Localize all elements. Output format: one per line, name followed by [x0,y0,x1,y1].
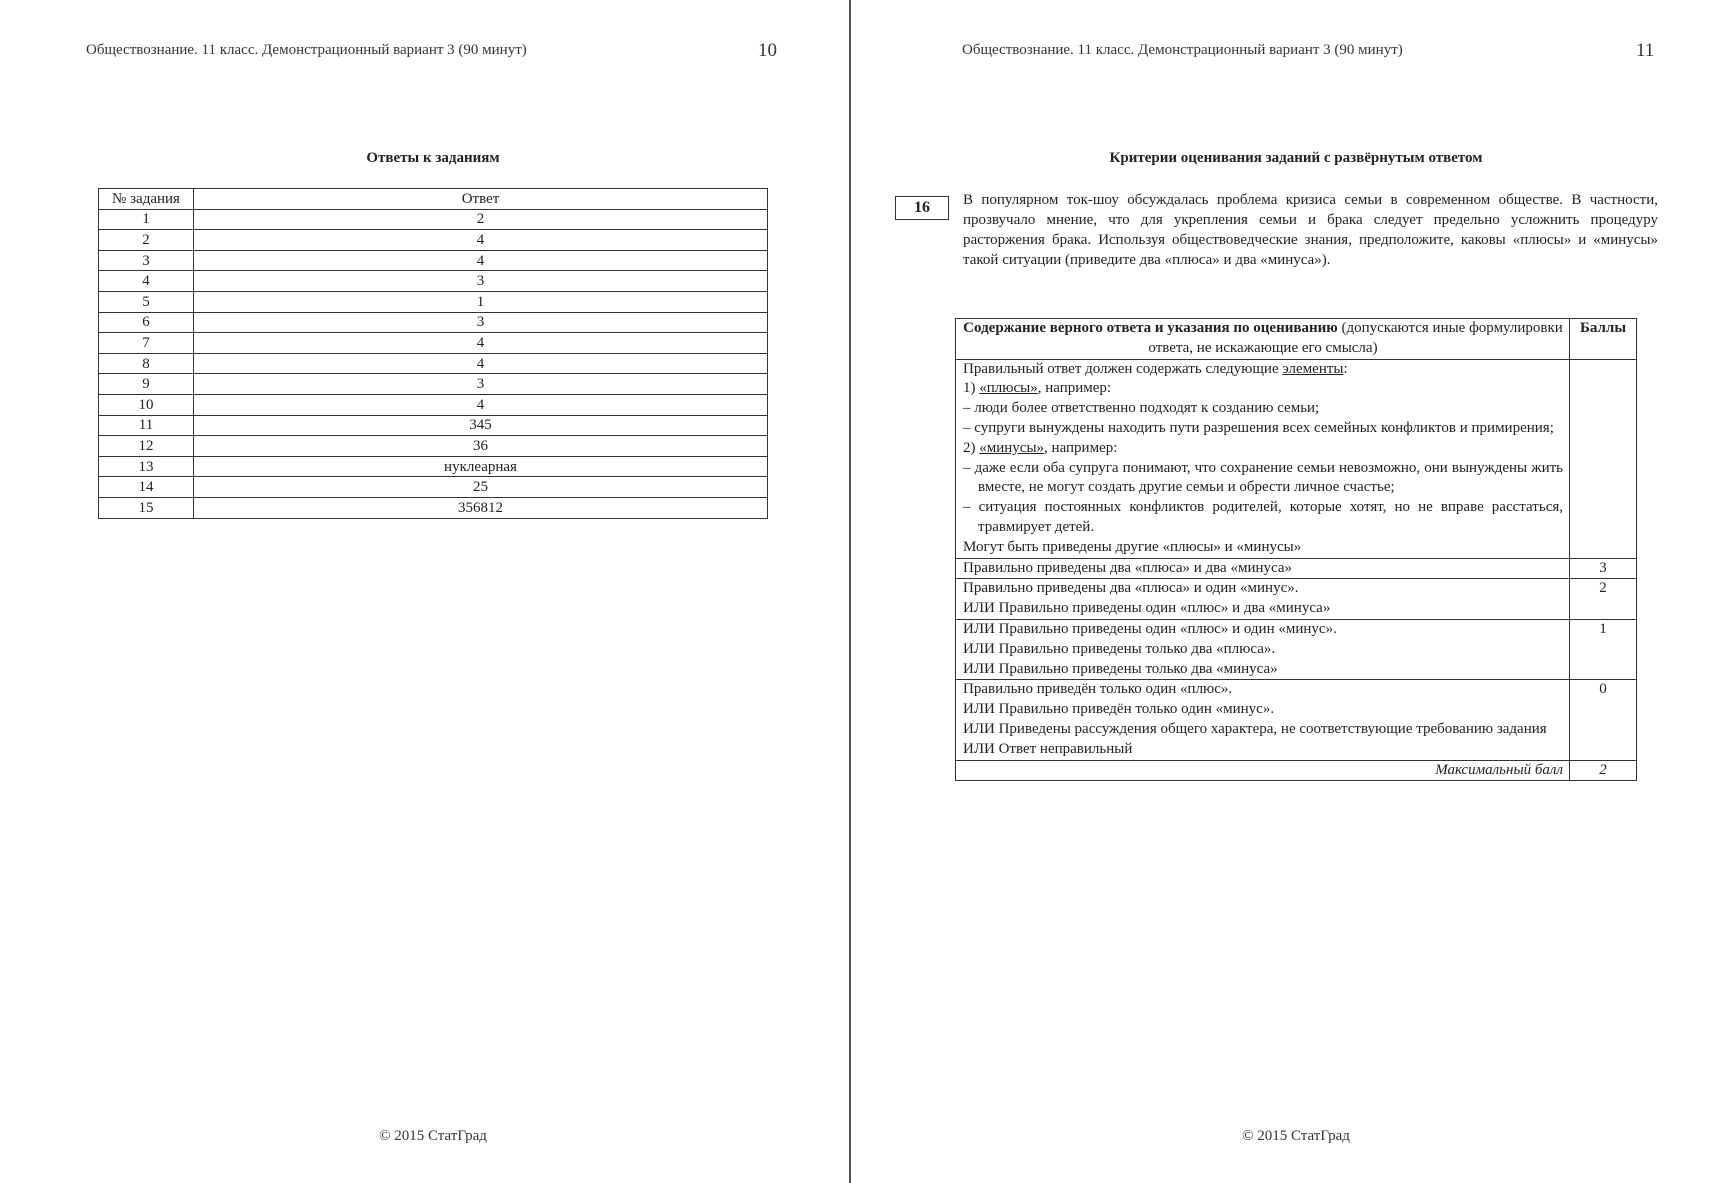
max-score-row [956,760,1637,781]
answers-title: Ответы к заданиям [366,150,500,166]
criteria-header-score: Баллы [1570,319,1637,360]
task-number-cell: 9 [99,374,194,395]
score-value: 0 [1570,680,1637,760]
score-description-line: ИЛИ Приведены рассуждения общего характера, не соответствующие требованию задания [963,720,1547,737]
score-description-line: ИЛИ Правильно приведены только два «минуса» [963,660,1278,677]
task-number-cell: 8 [99,353,194,374]
criteria-header-row [956,319,1637,360]
minuses-label: «минусы» [979,439,1045,456]
table-row [99,415,768,436]
score-description [956,579,1570,620]
table-row [99,271,768,292]
answer-closing: Могут быть приведены другие «плюсы» и «минусы» [963,538,1302,555]
minuses-post: , например: [1044,439,1118,456]
max-score-label: Максимальный балл [956,760,1570,781]
minus-item-1: – даже если оба супруга понимают, что сохранение семьи невозможно, они вынуждены жить вместе, не могут создать другие семьи и обрести личное счастье; [963,459,1563,496]
score-description-line: Правильно приведены два «плюса» и два «минуса» [963,559,1292,576]
pluses-post: , например: [1037,380,1112,397]
table-row [99,312,768,333]
score-description-line: ИЛИ Правильно приведён только один «минус». [963,701,1275,718]
answer-cell: 36 [194,436,768,457]
plus-item-1: – люди более ответственно подходят к созданию семьи; [963,400,1320,417]
score-description-line: ИЛИ Правильно приведены один «плюс» и два «минуса» [963,600,1331,617]
score-row [956,558,1637,579]
answer-elements-row [956,359,1637,558]
task-number-cell: 4 [99,271,194,292]
column-header-task-number: № задания [99,189,194,210]
table-row [99,230,768,251]
page-number: 11 [1636,40,1655,61]
page-divider [849,0,851,1183]
minus-item-2: – ситуация постоянных конфликтов родителей, которые хотят, но не вправе расстаться, травмирует детей. [963,499,1563,535]
task-number-cell: 1 [99,209,194,230]
task-number-cell: 2 [99,230,194,251]
table-row [99,477,768,498]
table-row [99,436,768,457]
answer-cell: 345 [194,415,768,436]
answer-cell: 3 [194,312,768,333]
table-row [99,497,768,518]
answer-cell: 4 [194,394,768,415]
task-number-cell: 3 [99,250,194,271]
page-footer: © 2015 СтатГрад [379,1128,487,1144]
minuses-number: 2) [963,439,980,456]
answer-elements-cell [956,359,1570,558]
task-number-cell: 13 [99,456,194,477]
table-row [99,374,768,395]
score-row [956,619,1637,679]
answers-table [98,188,768,519]
pluses-label: «плюсы» [979,380,1038,397]
criteria-header-note: (допускаются иные формулировки ответа, не искажающие его смысла) [1148,320,1563,356]
score-description-line: ИЛИ Правильно приведены один «плюс» и один «минус». [963,620,1337,637]
task-number-cell: 10 [99,394,194,415]
score-description-line: ИЛИ Правильно приведены только два «плюса». [963,640,1276,657]
task-number-cell: 14 [99,477,194,498]
answer-cell: 4 [194,250,768,271]
task-number-cell: 7 [99,333,194,354]
page-number: 10 [758,40,777,61]
max-score-value: 2 [1570,760,1637,781]
task-number-cell: 15 [99,497,194,518]
score-description-line: Правильно приведены два «плюса» и один «минус». [963,580,1299,597]
score-value: 2 [1570,579,1637,620]
table-row [99,394,768,415]
score-row [956,680,1637,760]
answer-cell: 4 [194,230,768,251]
pluses-number: 1) [963,380,980,397]
answer-cell: 2 [194,209,768,230]
answer-intro-underlined: элементы [1282,360,1344,377]
score-value: 3 [1570,558,1637,579]
criteria-header-bold: Содержание верного ответа и указания по оцениванию [963,320,1338,336]
score-description-line: Правильно приведён только один «плюс». [963,681,1233,698]
table-row [99,250,768,271]
answer-intro-text: Правильный ответ должен содержать следующие [963,360,1283,377]
answer-cell: 4 [194,353,768,374]
score-description [956,619,1570,679]
page-header: Обществознание. 11 класс. Демонстрационный вариант 3 (90 минут) [86,42,527,58]
minuses-heading [963,439,1563,459]
score-description-line: ИЛИ Ответ неправильный [963,740,1133,757]
score-description [956,558,1570,579]
task-number-cell: 6 [99,312,194,333]
table-header-row [99,189,768,210]
task-number-cell: 5 [99,291,194,312]
task-number-cell: 11 [99,415,194,436]
answer-cell: нуклеарная [194,456,768,477]
task-text: В популярном ток-шоу обсуждалась проблема кризиса семьи в современном обществе. В частности, прозвучало мнение, что для укрепления семьи и брака следует предельно усложнить процедуру расторжения брака. Используя обществоведческие знания, предположите, каковы «плюсы» и «минусы» такой ситуации (приведите два «плюса» и два «минуса»). [963,192,1658,268]
criteria-table [955,318,1637,781]
page-header: Обществознание. 11 класс. Демонстрационный вариант 3 (90 минут) [962,42,1403,58]
pluses-heading [963,379,1563,399]
table-row [99,456,768,477]
column-header-answer: Ответ [194,189,768,210]
answer-intro-colon: : [1343,360,1348,377]
left-page [0,0,850,1183]
answer-cell: 4 [194,333,768,354]
criteria-header-content [956,319,1570,360]
table-row [99,333,768,354]
answer-cell: 356812 [194,497,768,518]
score-row [956,579,1637,620]
plus-item-2: – супруги вынуждены находить пути разрешения всех семейных конфликтов и примирения; [963,419,1554,436]
answer-cell: 3 [194,374,768,395]
answer-cell: 1 [194,291,768,312]
answer-elements-score [1570,359,1637,558]
table-row [99,353,768,374]
score-description [956,680,1570,760]
answer-intro [963,360,1563,380]
table-row [99,291,768,312]
right-page [852,0,1712,1183]
task-number-cell: 12 [99,436,194,457]
answer-cell: 3 [194,271,768,292]
score-value: 1 [1570,619,1637,679]
criteria-title: Критерии оценивания заданий с развёрнутым ответом [1109,150,1483,166]
answer-cell: 25 [194,477,768,498]
table-row [99,209,768,230]
page-footer: © 2015 СтатГрад [1242,1128,1350,1144]
task-number-box: 16 [895,196,949,220]
